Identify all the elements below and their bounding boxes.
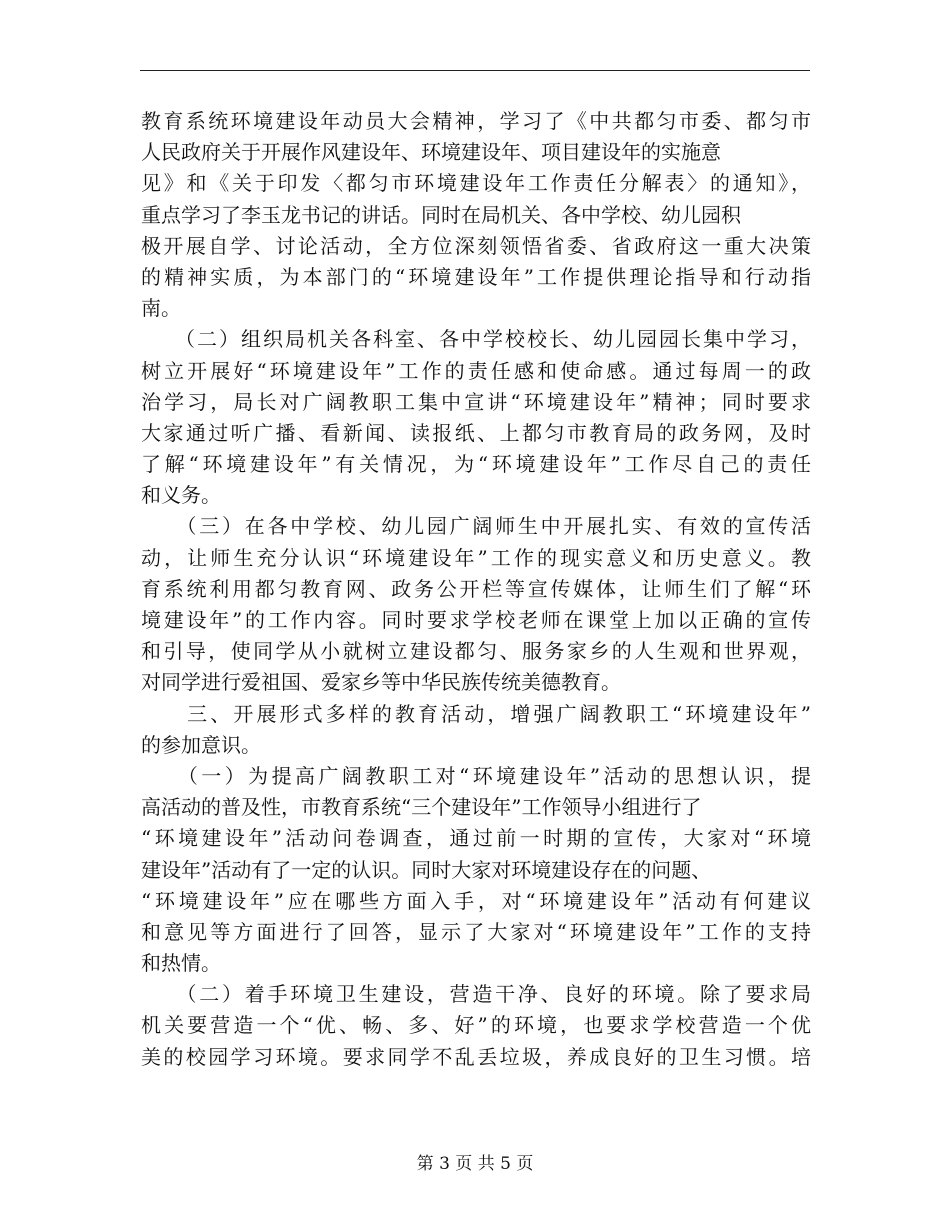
text-line: 育系统利用都匀教育网、政务公开栏等宣传媒体，让师生们了解“环 — [141, 576, 811, 601]
text-line: 美的校园学习环境。要求同学不乱丢垃圾，养成良好的卫生习惯。培 — [141, 1044, 811, 1069]
text-line: 的精神实质，为本部门的“环境建设年”工作提供理论指导和行动指 — [141, 264, 811, 289]
text-line: 的参加意识。 — [141, 732, 261, 757]
text-line: 教育系统环境建设年动员大会精神，学习了《中共都匀市委、都匀市 — [141, 109, 811, 133]
text-line: 和义务。 — [141, 483, 221, 508]
text-line: 高活动的普及性，市教育系统“三个建设年”工作领导小组进行了 — [141, 795, 702, 820]
text-line: 机关要营造一个“优、畅、多、好”的环境，也要求学校营造一个优 — [141, 1013, 811, 1038]
text-line: 南。 — [141, 296, 181, 321]
text-line: “环境建设年”应在哪些方面入手，对“环境建设年”活动有何建议 — [141, 888, 811, 913]
text-line: “环境建设年”活动问卷调查，通过前一时期的宣传，大家对“环境 — [141, 826, 811, 851]
text-line: 境建设年”的工作内容。同时要求学校老师在课堂上加以正确的宣传 — [141, 608, 811, 632]
body-text — [141, 106, 811, 1073]
text-line: 和热情。 — [141, 951, 221, 976]
text-line: （二）组织局机关各科室、各中学校校长、幼儿园园长集中学习， — [141, 327, 811, 352]
text-line: 了解“环境建设年”有关情况，为“环境建设年”工作尽自己的责任 — [141, 452, 811, 477]
text-line: 大家通过听广播、看新闻、读报纸、上都匀市教育局的政务网，及时 — [141, 420, 811, 445]
page-footer: 第 3 页 共 5 页 — [416, 1154, 534, 1174]
text-line: 见》和《关于印发〈都匀市环境建设年工作责任分解表〉的通知》， — [141, 171, 811, 196]
text-line: 建设年”活动有了一定的认识。同时大家对环境建设存在的问题、 — [141, 857, 712, 882]
text-line: 对同学进行爱祖国、爱家乡等中华民族传统美德教育。 — [141, 670, 621, 695]
text-line: 三、开展形式多样的教育活动，增强广阔教职工“环境建设年” — [141, 701, 811, 726]
text-line: （三）在各中学校、幼儿园广阔师生中开展扎实、有效的宣传活 — [141, 514, 811, 539]
text-line: 和引导，使同学从小就树立建设都匀、服务家乡的人生观和世界观， — [141, 639, 811, 664]
text-line: （一）为提高广阔教职工对“环境建设年”活动的思想认识，提 — [141, 763, 811, 788]
text-line: 和意见等方面进行了回答，显示了大家对“环境建设年”工作的支持 — [141, 919, 811, 944]
text-line: 治学习，局长对广阔教职工集中宣讲“环境建设年”精神；同时要求 — [141, 389, 811, 414]
text-line: 人民政府关于开展作风建设年、环境建设年、项目建设年的实施意 — [141, 140, 721, 165]
text-line: 极开展自学、讨论活动，全方位深刻领悟省委、省政府这一重大决策 — [141, 233, 811, 258]
text-line: 树立开展好“环境建设年”工作的责任感和使命感。通过每周一的政 — [141, 358, 811, 383]
text-line: 动，让师生充分认识“环境建设年”工作的现实意义和历史意义。教 — [141, 545, 811, 570]
text-line: 重点学习了李玉龙书记的讲话。同时在局机关、各中学校、幼儿园积 — [141, 202, 741, 227]
header-rule — [140, 70, 810, 71]
text-line: （二）着手环境卫生建设，营造干净、良好的环境。除了要求局 — [141, 982, 811, 1007]
